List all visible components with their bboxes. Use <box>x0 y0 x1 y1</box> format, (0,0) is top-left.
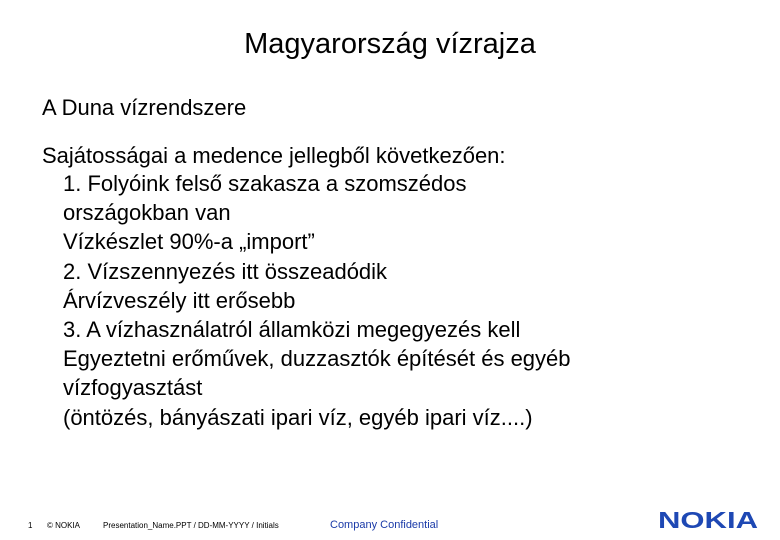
body-line: (öntözés, bányászati ipari víz, egyéb ipari víz....) <box>63 404 533 430</box>
slide-subtitle: A Duna vízrendszere <box>42 95 247 120</box>
slide-number: 1 <box>28 521 33 530</box>
nokia-logo-text: NOKIA <box>658 508 758 532</box>
body-line: vízfogyasztást <box>63 375 203 401</box>
body-line: 2. Vízszennyezés itt összeadódik <box>63 258 388 284</box>
confidential-label: Company Confidential <box>330 519 439 531</box>
body-line: 3. A vízhasználatról államközi megegyezés kell <box>63 317 521 343</box>
body-line: Vízkészlet 90%-a „import” <box>63 229 315 255</box>
copyright-text: © NOKIA <box>47 521 81 530</box>
body-line: Egyeztetni erőművek, duzzasztók építését és egyéb <box>63 346 571 372</box>
body-line: országokban van <box>63 200 231 226</box>
body-line: 1. Folyóink felső szakasza a szomszédos <box>63 171 467 196</box>
slide-title: Magyarország vízrajza <box>244 28 536 60</box>
presentation-info: Presentation_Name.PPT / DD-MM-YYYY / Initials <box>103 521 279 530</box>
body-text <box>63 169 763 432</box>
nokia-logo <box>656 508 760 532</box>
body-line: Árvízveszély itt erősebb <box>63 287 296 313</box>
intro-text: Sajátosságai a medence jellegből következően: <box>42 143 506 168</box>
